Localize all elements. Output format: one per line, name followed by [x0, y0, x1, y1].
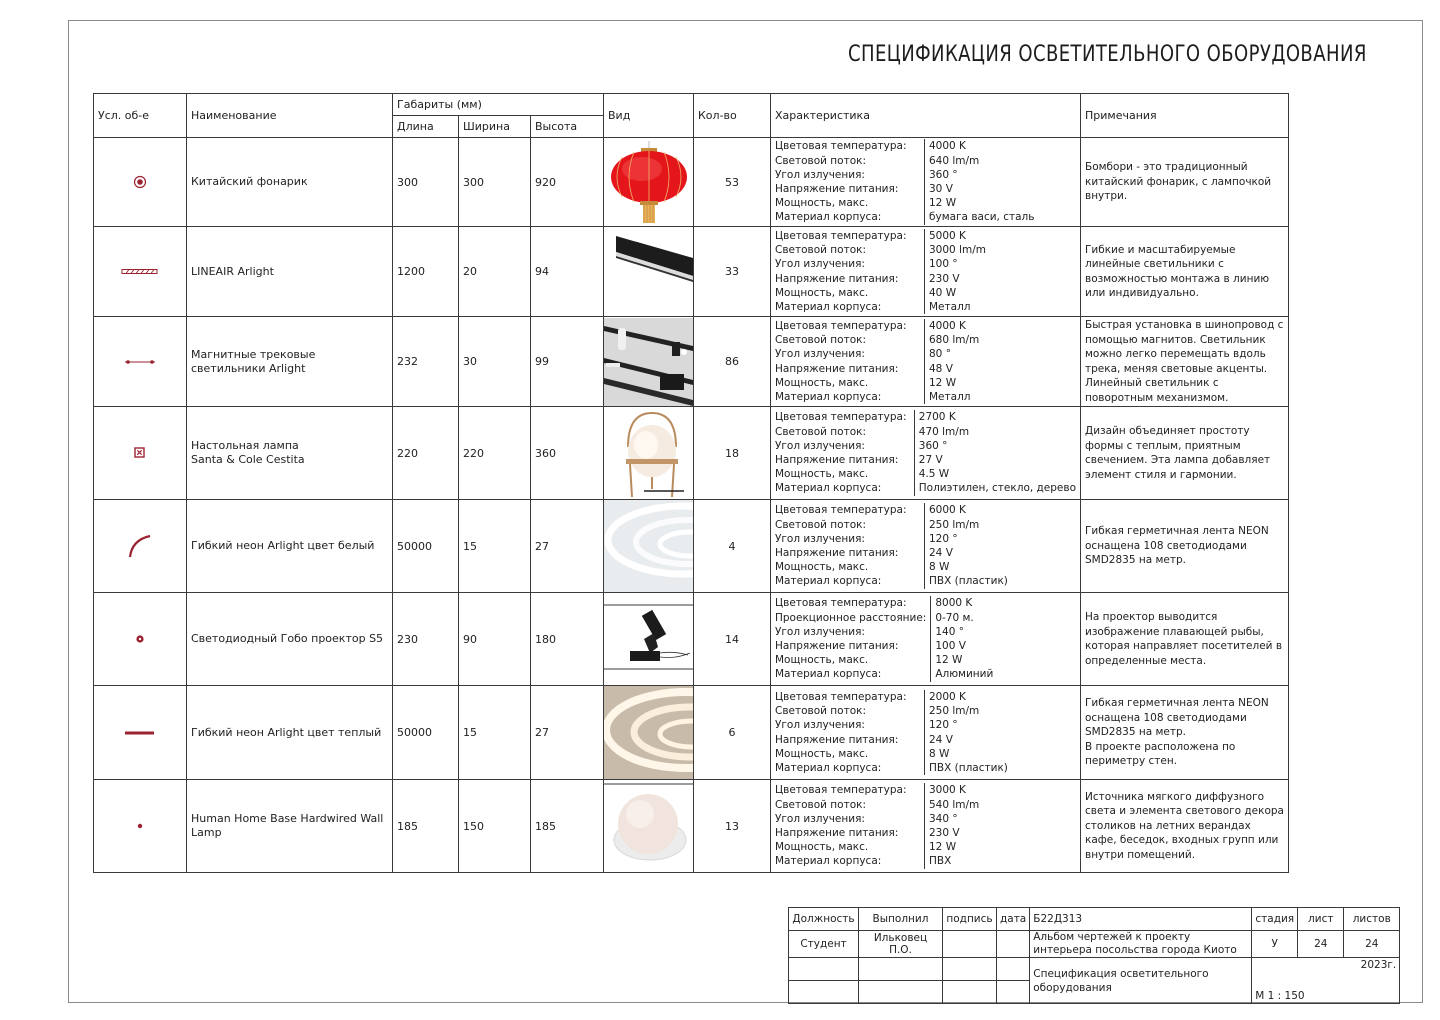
stamp-empty: [859, 981, 943, 1004]
stamp-empty: [997, 958, 1030, 981]
spec-value: 80 °: [929, 348, 951, 361]
stamp-code: Б22Д313: [1030, 908, 1252, 931]
gobo-projector-image: [604, 593, 693, 685]
symbol-cell: [94, 317, 187, 407]
spec-label: Угол излучения:: [771, 718, 925, 732]
spec-value: 3000 lm/m: [929, 244, 986, 257]
spec-label: Материал корпуса:: [771, 210, 925, 224]
spec-value: 540 lm/m: [929, 798, 980, 811]
item-length: 1200: [393, 227, 459, 317]
spec-label: Материал корпуса:: [771, 574, 925, 588]
stamp-signature: [943, 931, 997, 958]
item-name: Китайский фонарик: [187, 138, 393, 227]
symbol-cell: [94, 227, 187, 317]
item-name: Гибкий неон Arlight цвет белый: [187, 500, 393, 593]
warm-neon-image: [604, 686, 693, 779]
table-row: [94, 138, 1289, 227]
boxed-cross-icon: [98, 447, 182, 459]
symbol-cell: [94, 407, 187, 500]
spec-value: 24 V: [929, 547, 953, 559]
red-lantern-image: [604, 139, 693, 225]
spec-label: Световой поток:: [771, 243, 925, 257]
item-length: 300: [393, 138, 459, 227]
symbol-cell: [94, 500, 187, 593]
item-characteristics: [771, 227, 1081, 317]
table-row: [94, 780, 1289, 873]
stamp-date-header: дата: [997, 908, 1030, 931]
item-name: Гибкий неон Arlight цвет теплый: [187, 686, 393, 780]
symbol-cell: [94, 593, 187, 686]
spec-label: Напряжение питания:: [771, 546, 925, 560]
item-note: Гибкая герметичная лента NEON оснащена 108 светодиодами SMD2835 на метр. В проекте расположена по периметру стен.: [1081, 686, 1289, 780]
spec-label: Световой поток:: [771, 798, 925, 812]
spec-value: 5000 K: [929, 229, 966, 242]
spec-label: Материал корпуса:: [771, 390, 925, 404]
spec-value: 48 V: [929, 362, 953, 375]
item-width: 30: [459, 317, 531, 407]
spec-label: Мощность, макс.: [771, 840, 925, 854]
item-height: 920: [531, 138, 604, 227]
spec-value: 12 W: [935, 654, 963, 667]
track-line-icon: [98, 358, 182, 366]
spec-value: Полиэтилен, стекло, дерево: [918, 482, 1076, 495]
stamp-scale: М 1 : 150: [1255, 990, 1305, 1002]
item-length: 220: [393, 407, 459, 500]
circle-target-icon: [98, 175, 182, 189]
spec-label: Мощность, макс.: [771, 560, 925, 574]
spec-label: Цветовая температура:: [771, 139, 925, 153]
spec-value: 470 lm/m: [918, 425, 970, 438]
item-characteristics: [771, 686, 1081, 780]
spec-label: Напряжение питания:: [771, 272, 925, 286]
stamp-performer: Ильковец П.О.: [859, 931, 943, 958]
spec-label: Напряжение питания:: [771, 826, 925, 840]
spec-value: 8 W: [929, 747, 950, 760]
item-width: 15: [459, 686, 531, 780]
stamp-sheets: 24: [1344, 931, 1400, 958]
spec-value: 12 W: [929, 841, 957, 854]
header-characteristics: Характеристика: [771, 94, 1081, 138]
item-qty: 6: [694, 686, 771, 780]
item-width: 15: [459, 500, 531, 593]
header-view: Вид: [604, 94, 694, 138]
spec-label: Мощность, макс.: [771, 747, 925, 761]
header-width: Ширина: [459, 116, 531, 138]
item-characteristics: [771, 138, 1081, 227]
spec-value: 4000 K: [929, 140, 966, 153]
header-notes: Примечания: [1081, 94, 1289, 138]
gear-dot-icon: [98, 634, 182, 644]
spec-label: Цветовая температура:: [771, 596, 931, 610]
table-row: [94, 407, 1289, 500]
item-view: [604, 138, 694, 227]
table-lamp-image: [604, 407, 693, 499]
spec-value: 2000 K: [929, 690, 966, 703]
item-length: 50000: [393, 500, 459, 593]
item-length: 230: [393, 593, 459, 686]
stamp-year: 2023г.: [1360, 959, 1397, 971]
spec-label: Цветовая температура:: [771, 503, 925, 517]
spec-value: 3000 K: [929, 784, 966, 797]
spec-value: 40 W: [929, 286, 957, 299]
item-width: 150: [459, 780, 531, 873]
spec-value: 4.5 W: [918, 468, 950, 481]
item-qty: 53: [694, 138, 771, 227]
item-qty: 14: [694, 593, 771, 686]
symbol-cell: [94, 780, 187, 873]
item-qty: 4: [694, 500, 771, 593]
spec-label: Световой поток:: [771, 425, 914, 439]
spec-label: Угол излучения:: [771, 625, 931, 639]
spec-value: 250 lm/m: [929, 518, 980, 531]
item-name: Настольная лампа Santa & Cole Cestita: [187, 407, 393, 500]
spec-label: Угол излучения:: [771, 347, 925, 361]
spec-label: Мощность, макс.: [771, 376, 925, 390]
spec-value: 27 V: [918, 454, 943, 466]
spec-value: 4000 K: [929, 319, 966, 332]
stamp-album: Альбом чертежей к проекту интерьера посольства города Киото: [1030, 931, 1252, 958]
stamp-sheets-header: листов: [1344, 908, 1400, 931]
item-view: [604, 227, 694, 317]
hatched-linear-icon: [98, 268, 182, 276]
spec-value: Металл: [929, 300, 971, 313]
item-qty: 33: [694, 227, 771, 317]
spec-value: 120 °: [929, 532, 958, 545]
spec-value: 230 V: [929, 272, 960, 285]
header-length: Длина: [393, 116, 459, 138]
spec-value: Металл: [929, 390, 971, 403]
stamp-performer-header: Выполнил: [859, 908, 943, 931]
item-characteristics: [771, 500, 1081, 593]
stamp-stage: У: [1252, 931, 1298, 958]
symbol-cell: [94, 138, 187, 227]
spec-label: Проекционное расстояние:: [771, 611, 931, 625]
item-view: [604, 500, 694, 593]
spec-value: 30 V: [929, 183, 953, 195]
spec-value: 360 °: [918, 439, 948, 452]
header-qty: Кол-во: [694, 94, 771, 138]
spec-value: Алюминий: [935, 668, 994, 681]
spec-value: 100 °: [929, 258, 958, 271]
spec-label: Мощность, макс.: [771, 467, 914, 481]
spec-label: Материал корпуса:: [771, 667, 931, 681]
stamp-empty: [789, 958, 859, 981]
spec-value: 2700 K: [918, 411, 956, 424]
spec-label: Световой поток:: [771, 154, 925, 168]
header-height: Высота: [531, 116, 604, 138]
spec-label: Материал корпуса:: [771, 854, 925, 868]
linear-fixture-image: [604, 228, 693, 316]
spec-value: 24 V: [929, 733, 953, 746]
spec-value: 360 °: [929, 168, 958, 181]
spec-label: Материал корпуса:: [771, 300, 925, 314]
stamp-empty: [859, 958, 943, 981]
spec-label: Световой поток:: [771, 518, 925, 532]
item-length: 232: [393, 317, 459, 407]
item-height: 99: [531, 317, 604, 407]
white-neon-image: [604, 500, 693, 592]
header-dimensions: Габариты (мм): [393, 94, 604, 116]
spec-label: Напряжение питания:: [771, 733, 925, 747]
item-qty: 86: [694, 317, 771, 407]
item-note: Гибкая герметичная лента NEON оснащена 108 светодиодами SMD2835 на метр.: [1081, 500, 1289, 593]
spec-label: Цветовая температура:: [771, 229, 925, 243]
spec-value: 0-70 м.: [935, 611, 974, 624]
header-symbol: Усл. об-е: [94, 94, 187, 138]
item-height: 360: [531, 407, 604, 500]
spec-label: Напряжение питания:: [771, 182, 925, 196]
item-width: 220: [459, 407, 531, 500]
spec-value: 12 W: [929, 376, 957, 389]
item-height: 27: [531, 686, 604, 780]
stamp-sheet-title: Спецификация осветительного оборудования: [1030, 958, 1252, 1004]
item-note: Дизайн объединяет простоту формы с теплым, приятным свечением. Эта лампа добавляет элемент стиля и гармонии.: [1081, 407, 1289, 500]
table-row: [94, 593, 1289, 686]
spec-label: Угол излучения:: [771, 439, 914, 453]
item-name: LINEAIR Arlight: [187, 227, 393, 317]
stamp-stage-header: стадия: [1252, 908, 1298, 931]
spec-value: 230 V: [929, 827, 960, 839]
item-height: 185: [531, 780, 604, 873]
stamp-empty: [943, 981, 997, 1004]
spec-label: Мощность, макс.: [771, 196, 925, 210]
spec-label: Угол излучения:: [771, 812, 925, 826]
item-length: 50000: [393, 686, 459, 780]
arc-icon: [98, 533, 182, 559]
spec-label: Угол излучения:: [771, 532, 925, 546]
stamp-sheet: 24: [1298, 931, 1344, 958]
stamp-signature-header: подпись: [943, 908, 997, 931]
item-characteristics: [771, 780, 1081, 873]
spec-value: 6000 K: [929, 504, 966, 517]
spec-label: Световой поток:: [771, 704, 925, 718]
spec-value: 120 °: [929, 719, 958, 732]
small-dot-icon: [98, 823, 182, 829]
spec-label: Угол излучения:: [771, 257, 925, 271]
item-height: 94: [531, 227, 604, 317]
spec-value: 8 W: [929, 561, 950, 574]
spec-label: Цветовая температура:: [771, 410, 914, 424]
header-name: Наименование: [187, 94, 393, 138]
spec-label: Напряжение питания:: [771, 362, 925, 376]
stamp-year-scale: [1252, 958, 1400, 1004]
item-width: 90: [459, 593, 531, 686]
title-block: [788, 907, 1400, 1004]
item-characteristics: [771, 317, 1081, 407]
item-note: Быстрая установка в шинопровод с помощью магнитов. Светильник можно легко перемещать вдоль трека, меняя световые акценты. Линейный светильник с поворотным механизмом.: [1081, 317, 1289, 407]
table-row: [94, 227, 1289, 317]
thick-line-icon: [98, 730, 182, 736]
spec-value: 640 lm/m: [929, 154, 980, 167]
spec-label: Световой поток:: [771, 333, 925, 347]
table-row: [94, 500, 1289, 593]
spec-label: Мощность, макс.: [771, 653, 931, 667]
item-characteristics: [771, 407, 1081, 500]
magnetic-track-image: [604, 318, 693, 406]
item-characteristics: [771, 593, 1081, 686]
spec-value: 250 lm/m: [929, 705, 980, 718]
table-row: [94, 686, 1289, 780]
page-title: СПЕЦИФИКАЦИЯ ОСВЕТИТЕЛЬНОГО ОБОРУДОВАНИЯ: [848, 42, 1367, 67]
item-name: Магнитные трековые светильники Arlight: [187, 317, 393, 407]
spec-label: Угол излучения:: [771, 168, 925, 182]
item-qty: 18: [694, 407, 771, 500]
spec-label: Цветовая температура:: [771, 690, 925, 704]
item-height: 180: [531, 593, 604, 686]
spec-value: 8000 K: [935, 597, 973, 610]
stamp-position: Студент: [789, 931, 859, 958]
spec-value: 100 V: [935, 640, 966, 652]
item-name: Human Home Base Hardwired Wall Lamp: [187, 780, 393, 873]
item-name: Светодиодный Гобо проектор S5: [187, 593, 393, 686]
stamp-position-header: Должность: [789, 908, 859, 931]
spec-label: Мощность, макс.: [771, 286, 925, 300]
item-width: 300: [459, 138, 531, 227]
table-row: [94, 317, 1289, 407]
item-length: 185: [393, 780, 459, 873]
item-view: [604, 317, 694, 407]
item-note: Источника мягкого диффузного света и элемента светового декора столиков на летних верандах кафе, беседок, входных групп или внутри помещений.: [1081, 780, 1289, 873]
stamp-empty: [789, 981, 859, 1004]
item-view: [604, 593, 694, 686]
stamp-empty: [943, 958, 997, 981]
spec-value: 12 W: [929, 197, 957, 210]
spec-value: ПВХ: [929, 855, 952, 868]
spec-label: Цветовая температура:: [771, 319, 925, 333]
spec-value: 140 °: [935, 625, 964, 638]
stamp-empty: [997, 981, 1030, 1004]
spec-value: 680 lm/m: [929, 334, 980, 347]
spec-value: ПВХ (пластик): [929, 761, 1008, 774]
sphere-lamp-image: [604, 780, 693, 872]
spec-value: бумага васи, сталь: [929, 211, 1035, 224]
spec-value: ПВХ (пластик): [929, 575, 1008, 588]
item-view: [604, 686, 694, 780]
item-note: Гибкие и масштабируемые линейные светильники с возможностью монтажа в линию или индивидуально.: [1081, 227, 1289, 317]
item-view: [604, 407, 694, 500]
spec-label: Материал корпуса:: [771, 761, 925, 775]
stamp-date: [997, 931, 1030, 958]
item-qty: 13: [694, 780, 771, 873]
stamp-sheet-header: лист: [1298, 908, 1344, 931]
item-height: 27: [531, 500, 604, 593]
symbol-cell: [94, 686, 187, 780]
lighting-spec-table: [93, 93, 1289, 873]
spec-label: Напряжение питания:: [771, 453, 914, 467]
spec-label: Напряжение питания:: [771, 639, 931, 653]
item-note: Бомбори - это традиционный китайский фонарик, с лампочкой внутри.: [1081, 138, 1289, 227]
spec-label: Материал корпуса:: [771, 481, 914, 495]
item-note: На проектор выводится изображение плавающей рыбы, которая направляет посетителей в определенные места.: [1081, 593, 1289, 686]
spec-value: 340 °: [929, 812, 958, 825]
spec-label: Цветовая температура:: [771, 783, 925, 797]
item-width: 20: [459, 227, 531, 317]
item-view: [604, 780, 694, 873]
